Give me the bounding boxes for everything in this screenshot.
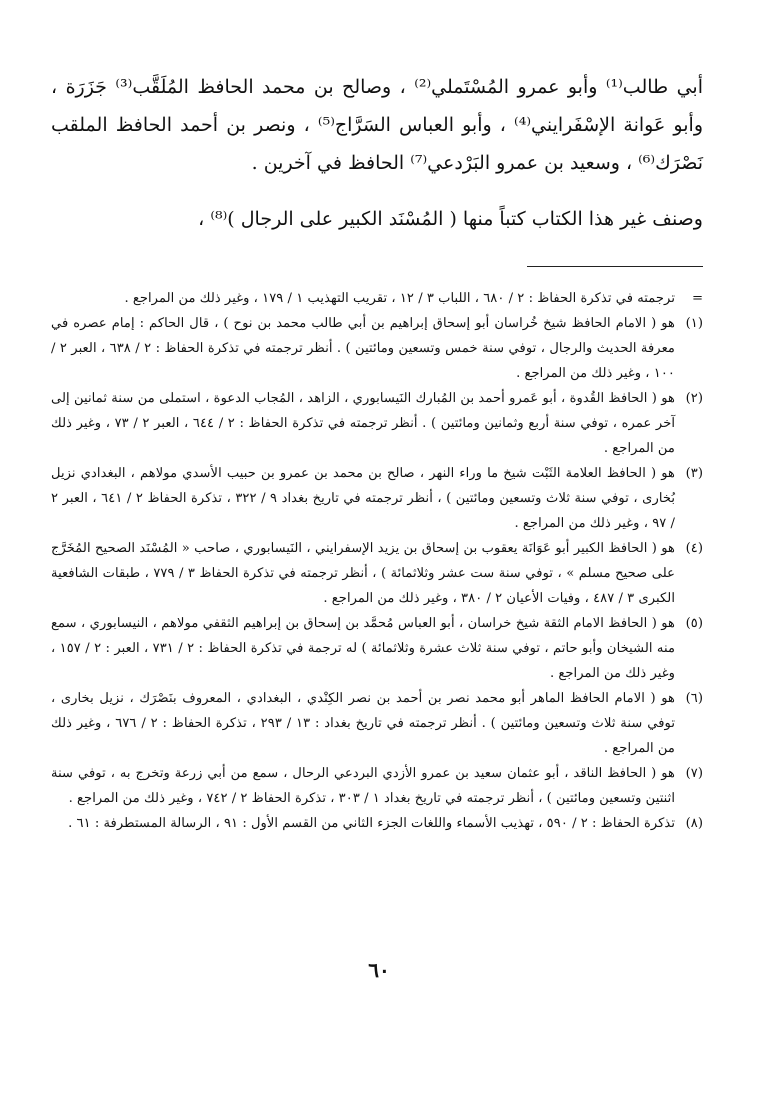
- footnote-text: هو ( الحافظ الكبير أبو عَوَانَة يعقوب بن إسحاق بن يزيد الإسفرايني ، النَيسابوري ، صاحب « المُسْنَد الصحيح المُخَرَّج على صحيح مسلم » ، توفي سنة ست عشر وثلاثمائة ) ، أنظر ترجمته في تذكرة الحفاظ ٣ / ٧٧٩ ، طبقات الشافعية الكبرى ٣ / ٤٨٧ ، وفيات الأعيان ٢ / ٣٨٠ ، وغير ذلك من المراجع .: [51, 541, 675, 606]
- main-text: [51, 68, 703, 238]
- footnote-number: (٥): [685, 616, 703, 631]
- footnote-marker: =: [691, 291, 703, 306]
- footnote-text: هو ( الحافظ الامام الثقة شيخ خراسان ، أبو العباس مُحمَّد بن إسحاق بن إبراهيم الثقفي مولاهم ، النيسابوري ، سمع منه الشيخان وأبو حاتم ، توفي سنة ثلاث عشرة وثلاثمائة ) له ترجمة في تذكرة الحفاظ : ٢ / ٧٣١ ، العبر : ٢ / ١٥٧ ، وغير ذلك من المراجع .: [51, 616, 676, 681]
- footnote-number: (٦): [685, 691, 703, 706]
- footnote-3: [51, 461, 703, 536]
- footnote-number: (٨): [685, 816, 703, 831]
- footnote-8: [51, 811, 703, 836]
- footnote-separator: [527, 266, 703, 267]
- footnote-4: [51, 536, 703, 611]
- footnote-number: (١): [685, 316, 703, 331]
- footnote-text: هو ( الحافظ العلامة الثَبْت شيخ ما وراء النهر ، صالح بن محمد بن عمرو بن حبيب الأسدي مولاهم ، البغدادي نزيل بُخارى ، توفي سنة ثلاث وتسعين ومائتين ) ، أنظر ترجمته في تاريخ بغداد ٩ / ٣٢٢ ، تذكرة الحفاظ ٢ / ٦٤١ ، العبر ٢ / ٩٧ ، وغير ذلك من المراجع .: [51, 466, 676, 531]
- footnote-2: [51, 386, 703, 461]
- footnote-5: [51, 611, 703, 686]
- footnote-7: [51, 761, 703, 811]
- footnote-number: (٤): [685, 541, 703, 556]
- footnote-text: ترجمته في تذكرة الحفاظ : ٢ / ٦٨٠ ، اللباب ٣ / ١٢ ، تقريب التهذيب ١ / ١٧٩ ، وغير ذلك من المراجع .: [124, 291, 675, 306]
- footnote-continued: [51, 286, 703, 311]
- main-paragraph-1: أبي طالب⁽¹⁾ وأبو عمرو المُسْتَملي⁽²⁾ ، وصالح بن محمد الحافظ المُلَقَّب⁽³⁾ جَزَرَة ، وأبو عَوانة الإسْفَرايني⁽⁴⁾ ، وأبو العباس السَرَّاج⁽⁵⁾ ، ونصر بن أحمد الحافظ الملقب نَصْرَك⁽⁶⁾ ، وسعيد بن عمرو البَرْدعي⁽⁷⁾ الحافظ في آخرين .: [51, 76, 703, 174]
- footnote-number: (٢): [685, 391, 703, 406]
- footnote-text: تذكرة الحفاظ : ٢ / ٥٩٠ ، تهذيب الأسماء واللغات الجزء الثاني من القسم الأول : ٩١ ، الرسالة المستطرفة : ٦١ .: [68, 816, 675, 831]
- footnotes: [51, 286, 703, 836]
- footnote-text: هو ( الحافظ القُدوة ، أبو عَمرو أحمد بن المُبارك النَيسابوري ، الزاهد ، المُجاب الدعوة ، استملى من سنة ثمانين إلى آخر عمره ، توفي سنة أربع وثمانين ومائتين ) . أنظر ترجمته في تذكرة الحفاظ : ٢ / ٦٤٤ ، العبر ٢ / ٧٣ ، وغير ذلك من المراجع .: [51, 391, 676, 456]
- footnote-6: [51, 686, 703, 761]
- footnote-text: هو ( الامام الحافظ شيخ خُراسان أبو إسحاق إبراهيم بن أبي طالب محمد بن نوح ) ، قال الحاكم : إمام عصره في معرفة الحديث والرجال ، توفي سنة خمس وتسعين ومائتين ) . أنظر ترجمته في تذكرة الحفاظ : ٢ / ٦٣٨ ، العبر ٢ / ١٠٠ ، وغير ذلك من المراجع .: [51, 316, 676, 381]
- page-number: ٦٠: [368, 958, 390, 982]
- footnote-1: [51, 311, 703, 386]
- footnote-number: (٧): [685, 766, 703, 781]
- main-paragraph-2: وصنف غير هذا الكتاب كتباً منها ( المُسْنَد الكبير على الرجال )⁽⁸⁾ ،: [198, 208, 703, 230]
- footnote-text: هو ( الحافظ الناقد ، أبو عثمان سعيد بن عمرو الأزدي البردعي الرحال ، سمع من أبي زرعة وتخرج به ، توفي سنة اثنتين وتسعين ومائتين ) ، أنظر ترجمته في تاريخ بغداد ١ / ٣٠٣ ، تذكرة الحفاظ ٢ / ٧٤٢ ، وغير ذلك من المراجع .: [51, 766, 675, 806]
- footnote-number: (٣): [685, 466, 703, 481]
- footnote-text: هو ( الامام الحافظ الماهر أبو محمد نصر بن أحمد بن نصر الكِنْدي ، البغدادي ، المعروف بنَصْرَك ، نزيل بخارى ، توفي سنة ثلاث وتسعين ومائتين ) . أنظر ترجمته في تاريخ بغداد : ١٣ / ٢٩٣ ، تذكرة الحفاظ : ٢ / ٦٧٦ ، وغير ذلك من المراجع .: [51, 691, 676, 756]
